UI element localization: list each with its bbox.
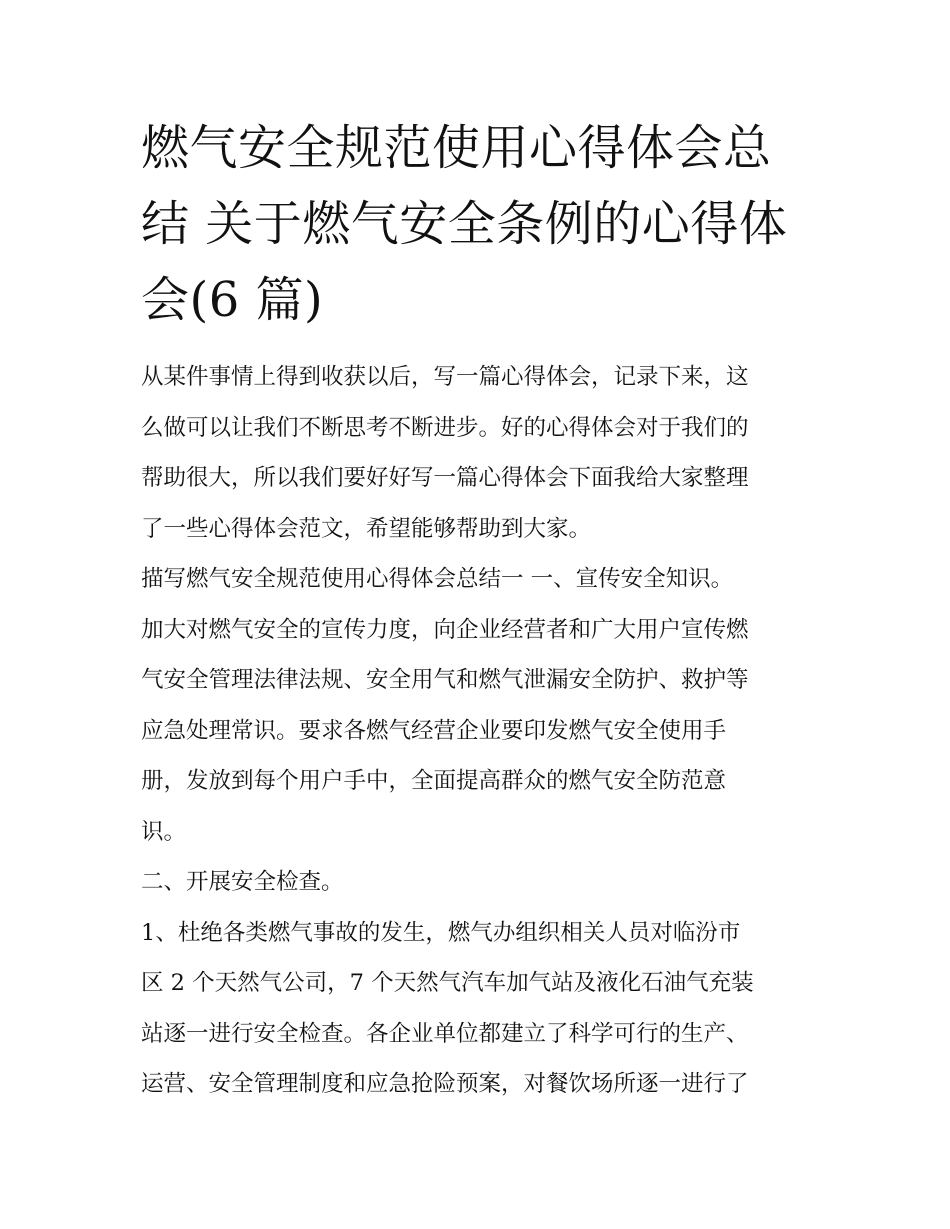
text-line: 运营、安全管理制度和应急抢险预案，对餐饮场所逐一进行了 (141, 1071, 749, 1097)
text-line: 从某件事情上得到收获以后，写一篇心得体会，记录下来，这 (141, 364, 749, 390)
text-line: 加大对燃气安全的宣传力度，向企业经营者和广大用户宣传燃 (141, 616, 749, 643)
section-heading-paragraph (141, 554, 813, 605)
text-line: 区 2 个天然气公司，7 个天然气汽车加气站及液化石油气充装 (141, 970, 754, 996)
section-heading-paragraph (141, 857, 813, 908)
text-line: 气安全管理法律法规、安全用气和燃气泄漏安全防护、救护等 (141, 667, 749, 693)
text-line: 识。 (141, 818, 187, 845)
title-line: 结 关于燃气安全条例的心得体 (141, 196, 788, 252)
body-paragraph (141, 908, 813, 1110)
text-line: 帮助很大，所以我们要好好写一篇心得体会下面我给大家整理 (141, 465, 749, 491)
text-line: 描写燃气安全规范使用心得体会总结一 一、宣传安全知识。 (141, 566, 734, 592)
title-line: 会(6 篇) (141, 272, 324, 328)
text-line: 1、杜绝各类燃气事故的发生，燃气办组织相关人员对临汾市 (141, 919, 741, 946)
title-line: 燃气安全规范使用心得体会总 (141, 120, 772, 176)
text-line: 站逐一进行安全检查。各企业单位都建立了科学可行的生产、 (141, 1020, 749, 1047)
text-line: 册，发放到每个用户手中，全面提高群众的燃气安全防范意 (141, 768, 727, 794)
text-line: 应急处理常识。要求各燃气经营企业要印发燃气安全使用手 (141, 717, 727, 744)
text-line: 二、开展安全检查。 (141, 869, 344, 895)
document-title (141, 110, 813, 338)
text-line: 么做可以让我们不断思考不断进步。好的心得体会对于我们的 (141, 414, 749, 441)
body-paragraph (141, 605, 813, 858)
document-page (141, 110, 813, 1110)
text-line: 了一些心得体会范文，希望能够帮助到大家。 (141, 515, 592, 542)
intro-paragraph (141, 352, 813, 554)
